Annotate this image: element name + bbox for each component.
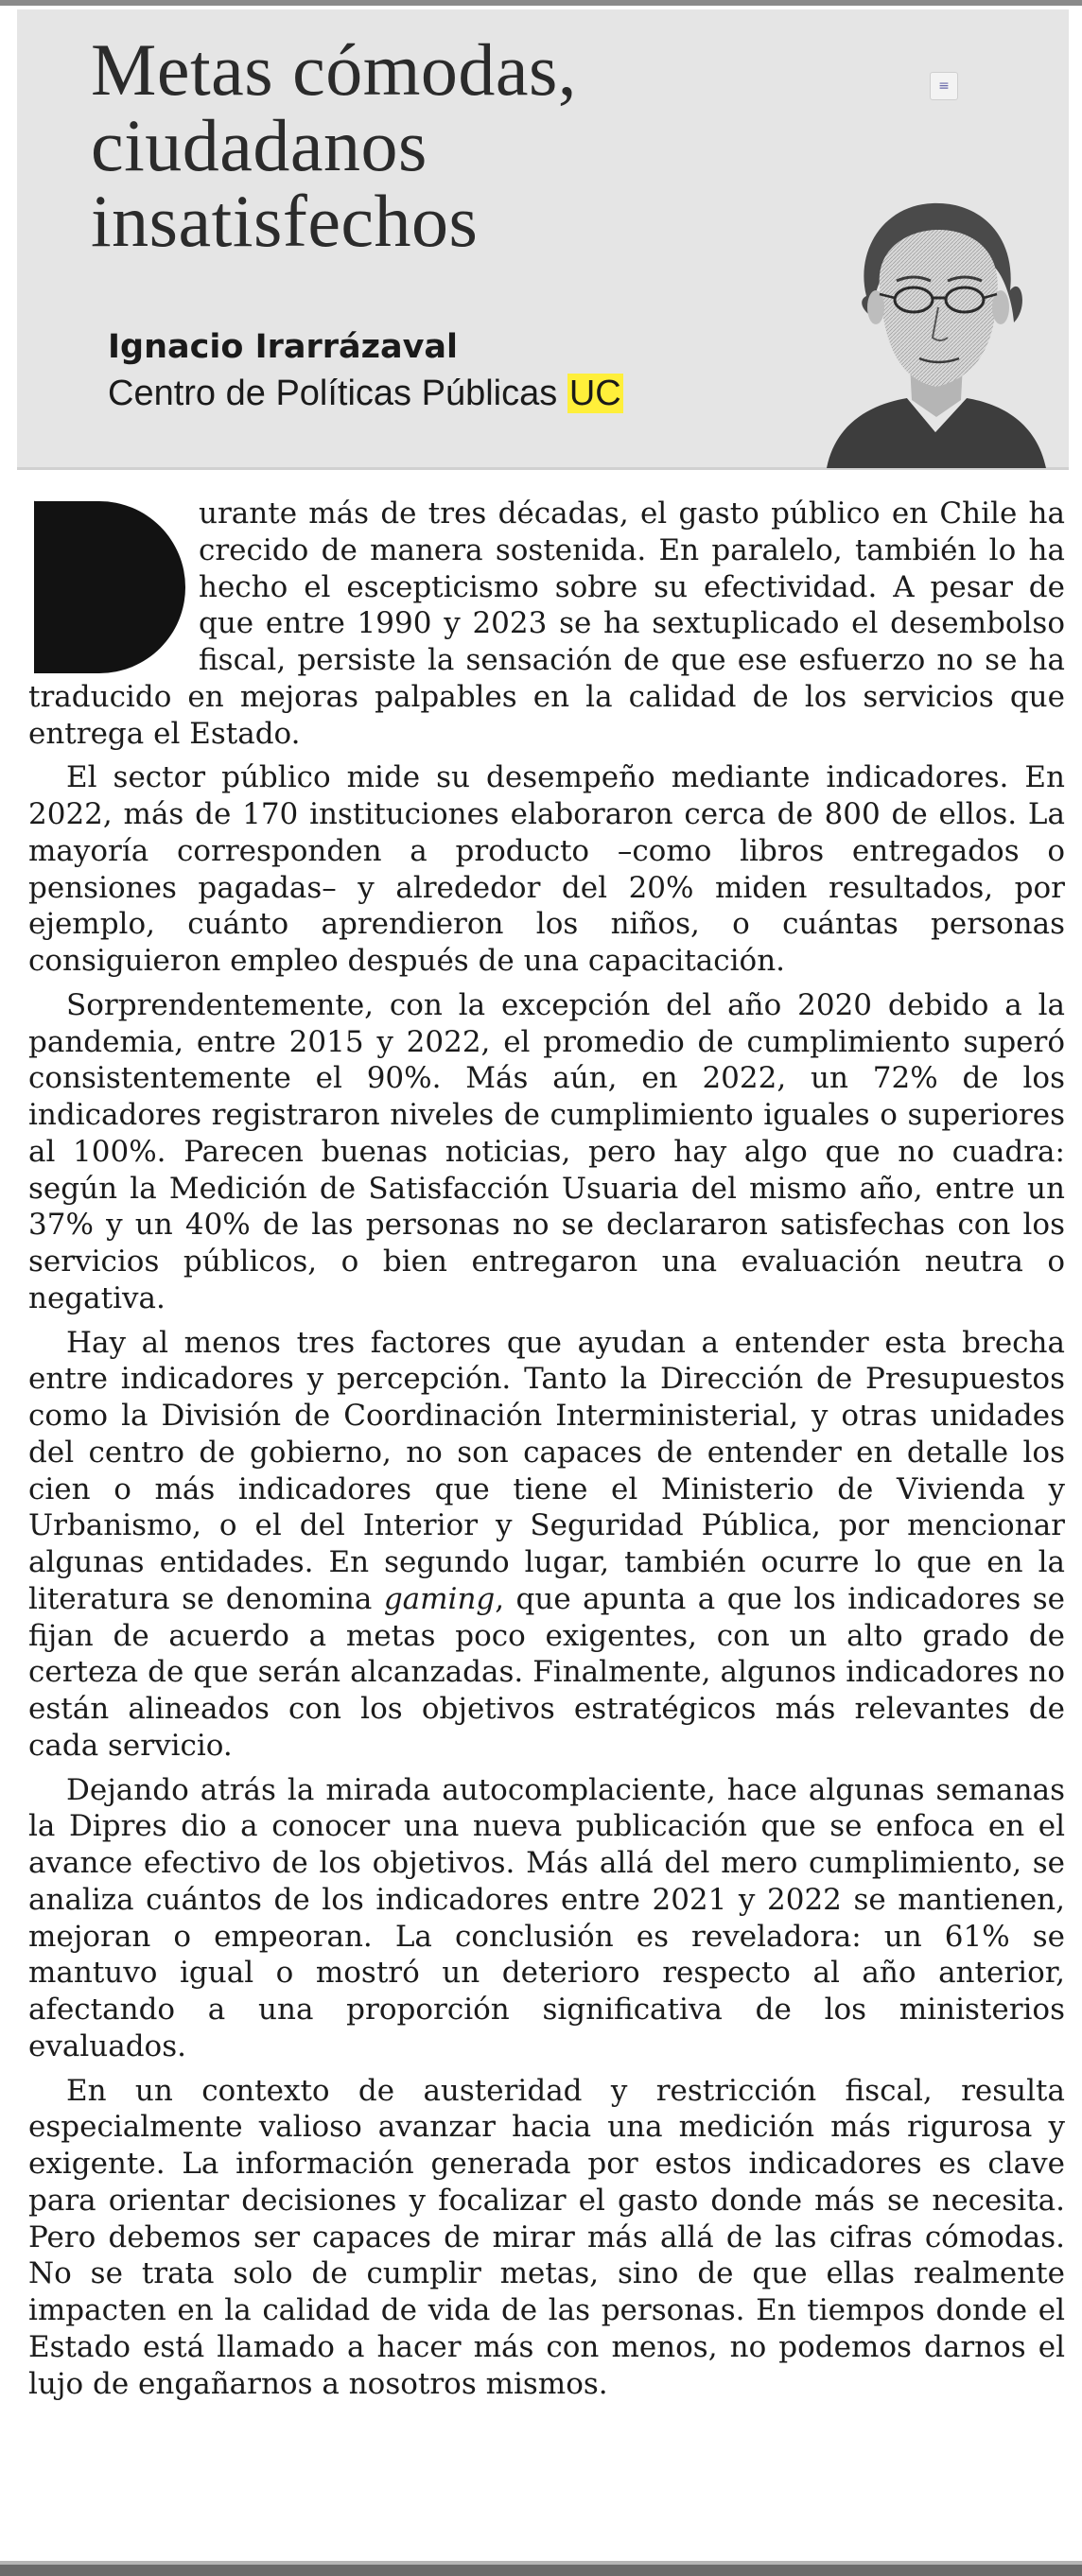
- bottom-rule: [0, 2565, 1082, 2576]
- paragraph-6: En un contexto de austeridad y restricción fiscal, resulta especialmente valioso avanzar hacia una medición más rigurosa y exigente. La información generada por estos indicadores es clave para orientar decisiones y focalizar el gasto donde más se necesita. Pero debemos ser capaces de mirar más allá de las cifras cómodas. No se trata solo de cumplir metas, sino de que ellas realmente impacten en la calidad de vida de las personas. En tiempos donde el Estado está llamado a hacer más con menos, no podemos darnos el lujo de engañarnos a nosotros mismos.: [28, 2073, 1065, 2401]
- author-portrait: [817, 184, 1054, 468]
- paragraph-4-text-a: Hay al menos tres factores que ayudan a entender esta brecha entre indicadores y percepción. Tanto la Dirección de Presupuestos como la División de Coordinación Interministerial, y otras unidades del centro de gobierno, no son capaces de entender en detalle los cien o más indicadores que tiene el Ministerio de Vivienda y Urbanismo, o el del Interior y Seguridad Pública, por mencionar algunas entidades. En segundo lugar, también ocurre lo que en la literatura se denomina: [28, 1325, 1065, 1616]
- paragraph-4: [28, 1325, 1065, 1765]
- author-name: Ignacio Irarrázaval: [108, 328, 459, 366]
- paragraph-1: [28, 496, 1065, 752]
- headline: Metas cómodas, ciudadanos insatisfechos: [91, 28, 577, 262]
- note-icon[interactable]: ≡: [930, 72, 958, 100]
- paragraph-2: El sector público mide su desempeño mediante indicadores. En 2022, más de 170 instituciones elaboraron cerca de 800 de ellos. La mayoría corresponden a producto –como libros entregados o pensiones pagadas– y alrededor del 20% miden resultados, por ejemplo, cuánto aprendieron los niños, o cuántas personas consiguieron empleo después de una capacitación.: [28, 760, 1065, 978]
- article-body: [28, 496, 1065, 2410]
- paragraph-3: Sorprendentemente, con la excepción del año 2020 debido a la pandemia, entre 2015 y 2022, el promedio de cumplimiento superó consistentemente el 90%. Más aún, en 2022, un 72% de los indicadores registraron niveles de cumplimiento iguales o superiores al 100%. Parecen buenas noticias, pero hay algo que no cuadra: según la Medición de Satisfacción Usuaria del mismo año, entre un 37% y un 40% de las personas no se declararon satisfechas con los servicios públicos, o bien entregaron una evaluación neutra o negativa.: [28, 987, 1065, 1315]
- header-panel: [17, 9, 1069, 470]
- drop-cap: D: [34, 501, 185, 673]
- affiliation-uc: UC: [568, 374, 621, 413]
- affiliation-main: Centro de Políticas Públicas: [108, 374, 558, 413]
- paragraph-1-text: urante más de tres décadas, el gasto público en Chile ha crecido de manera sostenida. En paralelo, también lo ha hecho el escepticismo sobre su efectividad. A pesar de que entre 1990 y 2023 se ha sextuplicado el desembolso fiscal, persiste la sensación de que ese esfuerzo no se ha traducido en mejoras palpables en la calidad de los servicios que entrega el Estado.: [28, 496, 1065, 751]
- paragraph-4-italic-term: gaming: [383, 1581, 496, 1616]
- paragraph-5: Dejando atrás la mirada autocomplaciente, hace algunas semanas la Dipres dio a conocer una nueva publicación que se enfoca en el avance efectivo de los objetivos. Más allá del mero cumplimiento, se analiza cuántos de los indicadores entre 2021 y 2022 se mantienen, mejoran o empeoran. La conclusión es reveladora: un 61% se mantuvo igual o mostró un deterioro respecto al año anterior, afectando a una proporción significativa de los ministerios evaluados.: [28, 1772, 1065, 2063]
- author-affiliation: [108, 374, 623, 414]
- top-rule: [0, 0, 1082, 6]
- paragraph-4-text-b: , que apunta a que los indicadores se fijan de acuerdo a metas poco exigentes, con un alto grado de certeza de que serán alcanzadas. Finalmente, algunos indicadores no están alineados con los objetivos estratégicos más relevantes de cada servicio.: [28, 1581, 1065, 1763]
